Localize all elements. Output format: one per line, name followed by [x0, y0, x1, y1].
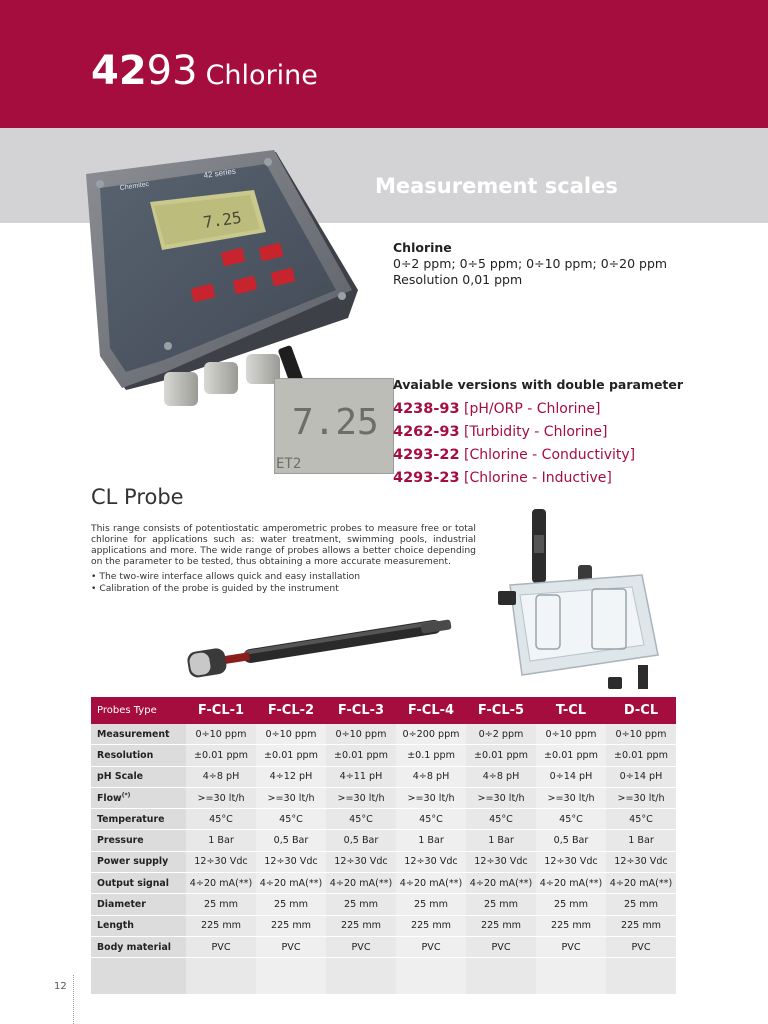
- table-row: [91, 809, 676, 830]
- table-cell: [91, 958, 186, 995]
- table-cell: >=30 lt/h: [536, 787, 606, 808]
- table-row: [91, 830, 676, 851]
- table-cell: 0÷10 ppm: [186, 724, 256, 745]
- version-desc: [Chlorine - Inductive]: [464, 470, 612, 486]
- version-desc: [Chlorine - Conductivity]: [464, 447, 636, 463]
- table-cell: 0÷2 ppm: [466, 724, 536, 745]
- row-label: [91, 873, 186, 894]
- table-cell: 4÷20 mA(**): [186, 873, 256, 894]
- product-code-light: 93: [146, 48, 198, 94]
- table-cell: ±0.01 ppm: [186, 745, 256, 766]
- column-header: F-CL-5: [466, 697, 536, 724]
- row-label: [91, 766, 186, 787]
- table-cell: 0,5 Bar: [326, 830, 396, 851]
- table-cell: 225 mm: [536, 915, 606, 936]
- table-cell: 4÷8 pH: [466, 766, 536, 787]
- device-series: 42 series: [203, 166, 237, 180]
- table-cell: 25 mm: [186, 894, 256, 915]
- table-cell: 225 mm: [606, 915, 676, 936]
- probe-spec-table: [91, 697, 676, 995]
- table-cell: 12÷30 Vdc: [396, 851, 466, 872]
- page-rule: [73, 975, 74, 1024]
- table-cell: 25 mm: [606, 894, 676, 915]
- column-header: F-CL-3: [326, 697, 396, 724]
- row-label: [91, 915, 186, 936]
- table-cell: >=30 lt/h: [326, 787, 396, 808]
- row-label-note: (*): [121, 791, 131, 799]
- table-cell: 0÷10 ppm: [326, 724, 396, 745]
- row-label-text: Diameter: [97, 899, 146, 911]
- table-cell: 1 Bar: [396, 830, 466, 851]
- table-cell: PVC: [536, 936, 606, 957]
- table-cell: 12÷30 Vdc: [536, 851, 606, 872]
- table-cell: 225 mm: [326, 915, 396, 936]
- row-label-text: Length: [97, 920, 134, 932]
- table-cell: ±0.01 ppm: [466, 745, 536, 766]
- table-cell: 0÷14 pH: [536, 766, 606, 787]
- table-cell: 225 mm: [256, 915, 326, 936]
- row-label-text: Power supply: [97, 856, 169, 868]
- table-cell: 25 mm: [536, 894, 606, 915]
- table-cell: [326, 958, 396, 995]
- table-row: [91, 745, 676, 766]
- table-cell: 0÷10 ppm: [256, 724, 326, 745]
- table-cell: 225 mm: [396, 915, 466, 936]
- chlorine-resolution: Resolution 0,01 ppm: [393, 272, 523, 287]
- table-cell: 45°C: [606, 809, 676, 830]
- versions-block: [393, 377, 683, 490]
- table-cell: 1 Bar: [466, 830, 536, 851]
- table-cell: 12÷30 Vdc: [466, 851, 536, 872]
- table-row: [91, 936, 676, 957]
- table-cell: PVC: [326, 936, 396, 957]
- measurement-scales-heading: Measurement scales: [375, 174, 618, 198]
- table-cell: 45°C: [326, 809, 396, 830]
- table-cell: 12÷30 Vdc: [186, 851, 256, 872]
- table-cell: 12÷30 Vdc: [256, 851, 326, 872]
- version-code: 4238-93: [393, 401, 460, 417]
- table-cell: 4÷8 pH: [186, 766, 256, 787]
- table-cell: PVC: [606, 936, 676, 957]
- version-item: [393, 444, 683, 467]
- display-zoom-image: [274, 378, 394, 474]
- device-brand: Chemitec: [119, 180, 150, 192]
- table-cell: 25 mm: [466, 894, 536, 915]
- table-cell: 25 mm: [256, 894, 326, 915]
- table-cell: 4÷20 mA(**): [326, 873, 396, 894]
- table-cell: >=30 lt/h: [396, 787, 466, 808]
- cl-probe-description: This range consists of potentiostatic amperometric probes to measure free or total chlorine for applications such as: water treatment, swimming pools, industrial applications and more. The wide range of probes allows a better choice depending on the parameter to be tested, thus obtaining a more accurate measurement.: [91, 523, 476, 567]
- table-cell: 12÷30 Vdc: [606, 851, 676, 872]
- table-filler-row: [91, 958, 676, 995]
- table-cell: 45°C: [256, 809, 326, 830]
- table-cell: PVC: [186, 936, 256, 957]
- table-row: [91, 873, 676, 894]
- table-cell: ±0.01 ppm: [326, 745, 396, 766]
- bullet-item: • Calibration of the probe is guided by the instrument: [91, 582, 339, 594]
- row-label-text: pH Scale: [97, 771, 144, 783]
- table-cell: 0÷14 pH: [606, 766, 676, 787]
- column-header: D-CL: [606, 697, 676, 724]
- row-label: [91, 830, 186, 851]
- table-cell: 0÷200 ppm: [396, 724, 466, 745]
- table-row: [91, 724, 676, 745]
- version-desc: [Turbidity - Chlorine]: [464, 424, 608, 440]
- table-cell: 4÷20 mA(**): [396, 873, 466, 894]
- table-cell: 12÷30 Vdc: [326, 851, 396, 872]
- row-label: [91, 745, 186, 766]
- table-cell: >=30 lt/h: [606, 787, 676, 808]
- table-cell: 45°C: [536, 809, 606, 830]
- row-label: [91, 894, 186, 915]
- table-cell: [186, 958, 256, 995]
- table-cell: 45°C: [396, 809, 466, 830]
- table-cell: 45°C: [466, 809, 536, 830]
- column-header: F-CL-1: [186, 697, 256, 724]
- table-cell: [606, 958, 676, 995]
- table-row: [91, 851, 676, 872]
- row-label: [91, 936, 186, 957]
- row-label: [91, 851, 186, 872]
- device-display-value: 7.25: [201, 207, 243, 232]
- row-label-text: Body material: [97, 941, 171, 953]
- table-cell: 4÷20 mA(**): [466, 873, 536, 894]
- table-cell: PVC: [396, 936, 466, 957]
- table-cell: ±0.01 ppm: [256, 745, 326, 766]
- versions-label: Avaiable versions with double parameter: [393, 377, 684, 392]
- row-label-text: Temperature: [97, 813, 165, 825]
- table-cell: 4÷20 mA(**): [606, 873, 676, 894]
- row-label-text: Resolution: [97, 749, 154, 761]
- product-name: Chlorine: [205, 60, 318, 91]
- version-item: [393, 398, 683, 421]
- table-cell: 1 Bar: [606, 830, 676, 851]
- table-cell: 0÷10 ppm: [536, 724, 606, 745]
- column-header: F-CL-2: [256, 697, 326, 724]
- column-header: F-CL-4: [396, 697, 466, 724]
- row-label-text: Output signal: [97, 877, 169, 889]
- table-cell: 225 mm: [466, 915, 536, 936]
- row-label-text: Flow: [97, 793, 122, 805]
- chlorine-ranges: 0÷2 ppm; 0÷5 ppm; 0÷10 ppm; 0÷20 ppm: [393, 256, 668, 271]
- chlorine-scales: [393, 240, 667, 288]
- version-code: 4293-22: [393, 447, 460, 463]
- table-cell: 4÷20 mA(**): [536, 873, 606, 894]
- page-title: [91, 48, 318, 94]
- cl-probe-bullets: [91, 571, 360, 594]
- zoom-display-value: 7.25: [292, 402, 379, 443]
- table-row: [91, 787, 676, 808]
- table-cell: PVC: [256, 936, 326, 957]
- table-cell: 0÷10 ppm: [606, 724, 676, 745]
- row-label: [91, 787, 186, 808]
- table-cell: [466, 958, 536, 995]
- version-code: 4293-23: [393, 470, 460, 486]
- zoom-display-label: ET2: [276, 456, 302, 472]
- table-row: [91, 894, 676, 915]
- table-cell: [396, 958, 466, 995]
- page-number: 12: [54, 981, 67, 992]
- version-item: [393, 421, 683, 444]
- table-cell: 1 Bar: [186, 830, 256, 851]
- version-item: [393, 467, 683, 490]
- version-desc: [pH/ORP - Chlorine]: [464, 401, 601, 417]
- probe-image: [183, 608, 458, 680]
- table-row: [91, 915, 676, 936]
- table-cell: PVC: [466, 936, 536, 957]
- table-cell: >=30 lt/h: [256, 787, 326, 808]
- table-cell: 225 mm: [186, 915, 256, 936]
- table-cell: >=30 lt/h: [466, 787, 536, 808]
- chlorine-label: Chlorine: [393, 240, 452, 255]
- table-cell: 0,5 Bar: [536, 830, 606, 851]
- column-header: T-CL: [536, 697, 606, 724]
- column-header-probes-type: Probes Type: [91, 697, 186, 724]
- bullet-item: • The two-wire interface allows quick and easy installation: [91, 571, 361, 582]
- table-cell: [256, 958, 326, 995]
- row-label-text: Measurement: [97, 728, 170, 740]
- table-cell: 0,5 Bar: [256, 830, 326, 851]
- version-code: 4262-93: [393, 424, 460, 440]
- table-cell: [536, 958, 606, 995]
- table-cell: ±0.01 ppm: [606, 745, 676, 766]
- table-cell: 25 mm: [396, 894, 466, 915]
- product-code-strong: 42: [91, 48, 147, 94]
- table-header-row: [91, 697, 676, 724]
- table-cell: 4÷20 mA(**): [256, 873, 326, 894]
- cl-probe-heading: CL Probe: [91, 485, 184, 509]
- table-row: [91, 766, 676, 787]
- row-label-text: Pressure: [97, 835, 144, 847]
- table-cell: 4÷12 pH: [256, 766, 326, 787]
- table-cell: 4÷11 pH: [326, 766, 396, 787]
- table-cell: ±0.1 ppm: [396, 745, 466, 766]
- flow-cell-image: [492, 505, 664, 695]
- table-cell: 45°C: [186, 809, 256, 830]
- table-cell: 4÷8 pH: [396, 766, 466, 787]
- table-cell: >=30 lt/h: [186, 787, 256, 808]
- row-label: [91, 724, 186, 745]
- table-cell: ±0.01 ppm: [536, 745, 606, 766]
- row-label: [91, 809, 186, 830]
- table-cell: 25 mm: [326, 894, 396, 915]
